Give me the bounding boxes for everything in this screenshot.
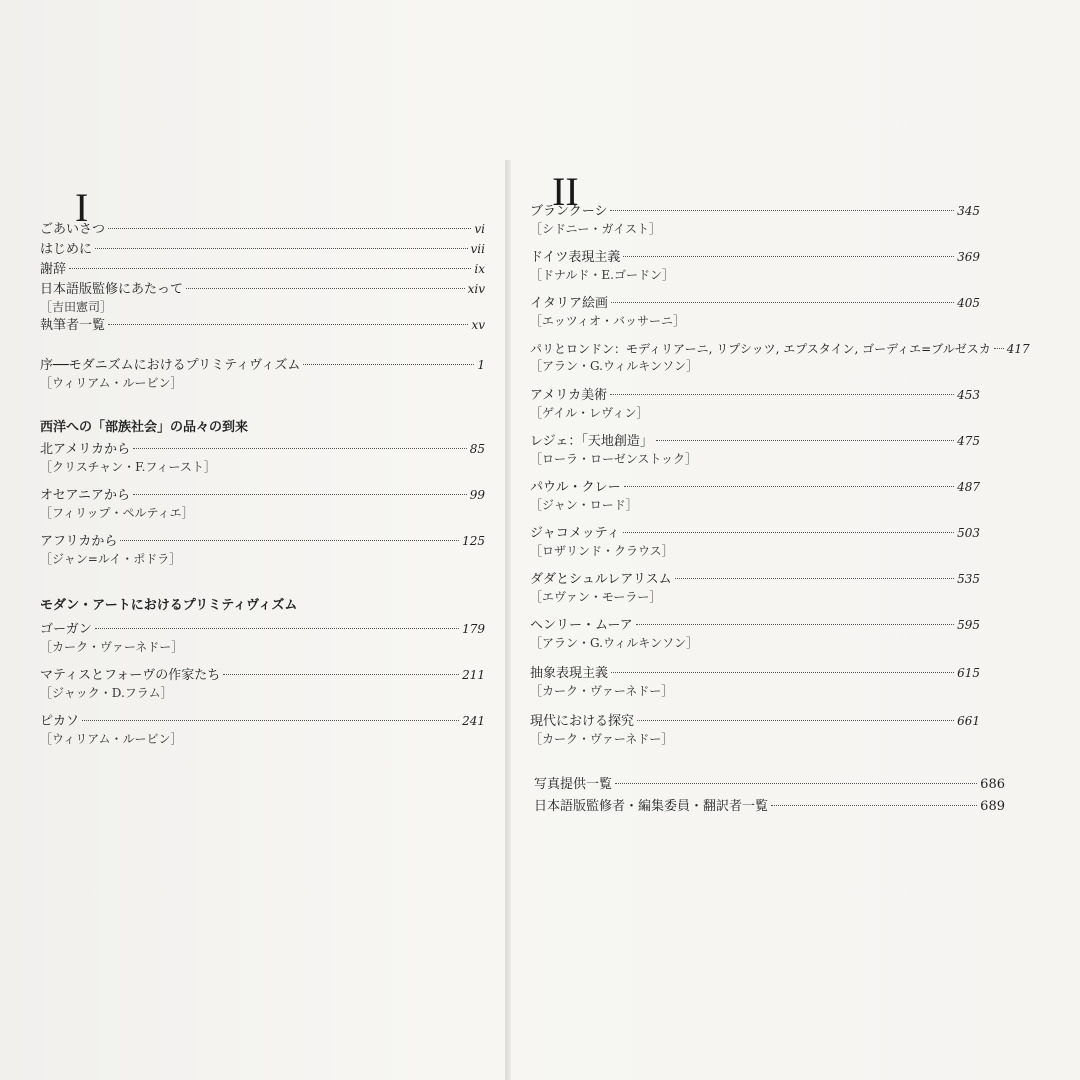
entry-page: 99	[469, 488, 485, 502]
entry-title: オセアニアから	[40, 488, 130, 503]
entry-author: ［吉田憲司］	[40, 300, 113, 314]
entry-title: マティスとフォーヴの作家たち	[40, 668, 221, 683]
toc-entry	[530, 248, 980, 284]
entry-title: ダダとシュルレアリスム	[530, 572, 672, 587]
entry-author: ［ジャン=ルイ・ポドラ］	[40, 552, 182, 566]
entry-page: 85	[469, 442, 485, 456]
dot-leader	[186, 288, 465, 289]
entry-title: ごあいさつ	[40, 222, 106, 237]
section-heading: 西洋への「部族社会」の品々の到来	[40, 420, 249, 435]
entry-page: 475	[957, 434, 980, 448]
entry-title: パウル・クレー	[530, 480, 621, 495]
toc-entry	[530, 432, 980, 468]
entry-author: ［ジャック・D.フラム］	[40, 686, 173, 700]
dot-leader	[133, 494, 467, 495]
entry-page: 535	[957, 572, 980, 586]
dot-leader	[223, 674, 459, 675]
dot-leader	[108, 228, 471, 229]
entry-page: 595	[957, 618, 980, 632]
entry-page: xv	[471, 318, 485, 332]
toc-entry	[40, 712, 485, 748]
entry-author: ［ウィリアム・ルービン］	[40, 732, 183, 746]
toc-entry-preface	[40, 356, 485, 392]
entry-page: xiv	[467, 282, 485, 296]
entry-page: ix	[474, 262, 485, 276]
dot-leader	[615, 783, 977, 784]
entry-title: 日本語版監修にあたって	[40, 282, 184, 297]
dot-leader	[675, 578, 954, 579]
toc-entry	[530, 570, 980, 606]
part-numeral-1: I	[75, 185, 89, 230]
dot-leader	[610, 210, 954, 211]
toc-entry	[530, 478, 980, 514]
entry-author: ［シドニー・ガイスト］	[530, 222, 662, 236]
entry-page: 211	[462, 668, 485, 682]
entry-author: ［ローラ・ローゼンストック］	[530, 452, 698, 466]
entry-page: vi	[474, 222, 485, 236]
toc-entry	[40, 620, 485, 656]
entry-author: ［エヴァン・モーラー］	[530, 590, 662, 604]
toc-entry	[40, 220, 485, 239]
entry-title: 日本語版監修者・編集委員・翻訳者一覧	[534, 799, 769, 814]
entry-author: ［エッツィオ・バッサーニ］	[530, 314, 686, 328]
toc-entry	[530, 524, 980, 560]
entry-author: ［アラン・G.ウィルキンソン］	[530, 359, 699, 373]
page-gutter	[505, 160, 511, 1080]
dot-leader	[95, 248, 468, 249]
dot-leader	[611, 672, 954, 673]
toc-entry	[40, 240, 485, 259]
entry-title: 抽象表現主義	[530, 666, 609, 681]
toc-entry-back	[534, 776, 1005, 794]
entry-page: 179	[462, 622, 485, 636]
dot-leader	[108, 324, 468, 325]
entry-author: ［ジャン・ロード］	[530, 498, 638, 512]
toc-entry	[40, 666, 485, 702]
dot-leader	[771, 805, 977, 806]
entry-page: 686	[980, 777, 1005, 792]
toc-entry	[530, 712, 980, 748]
dot-leader	[636, 624, 954, 625]
entry-title: イタリア絵画	[530, 296, 609, 311]
dot-leader	[623, 532, 954, 533]
entry-page: 1	[477, 358, 485, 372]
entry-title: 現代における探究	[530, 714, 635, 729]
toc-entry-back	[534, 798, 1005, 816]
entry-page: 125	[462, 534, 485, 548]
entry-title: ピカソ	[40, 714, 80, 729]
entry-author: ［フィリップ・ペルティエ］	[40, 506, 194, 520]
entry-title: 謝辞	[40, 262, 67, 277]
toc-entry	[40, 532, 485, 568]
toc-entry	[40, 260, 485, 279]
entry-author: ［ゲイル・レヴィン］	[530, 406, 649, 420]
entry-title: レジェ：「天地創造」	[530, 434, 653, 449]
entry-author: ［カーク・ヴァーネドー］	[40, 640, 184, 654]
entry-page: 453	[957, 388, 980, 402]
entry-page: 487	[957, 480, 980, 494]
toc-entry	[40, 440, 485, 476]
toc-entry	[530, 340, 1030, 375]
entry-page: 241	[462, 714, 485, 728]
entry-author: ［ロザリンド・クラウス］	[530, 544, 674, 558]
entry-title: アフリカから	[40, 534, 118, 549]
entry-title: 写真提供一覧	[534, 777, 613, 792]
dot-leader	[82, 720, 459, 721]
dot-leader	[623, 256, 954, 257]
entry-author: ［クリスチャン・F.フィースト］	[40, 460, 216, 474]
dot-leader	[95, 628, 459, 629]
entry-author: ［アラン・G.ウィルキンソン］	[530, 636, 699, 650]
toc-entry	[530, 294, 980, 330]
entry-page: 503	[957, 526, 980, 540]
dot-leader	[610, 394, 954, 395]
entry-page: 345	[957, 204, 980, 218]
entry-page: 661	[957, 714, 980, 728]
entry-author: ［ウィリアム・ルービン］	[40, 376, 183, 390]
entry-page: vii	[470, 242, 485, 256]
entry-title: ブランクーシ	[530, 204, 608, 219]
toc-entry	[530, 202, 980, 238]
dot-leader	[624, 486, 954, 487]
entry-page: 369	[957, 250, 980, 264]
toc-entry	[530, 664, 980, 700]
dot-leader	[120, 540, 459, 541]
entry-title: ゴーガン	[40, 622, 92, 637]
toc-entry	[40, 316, 485, 335]
toc-entry	[40, 486, 485, 522]
dot-leader	[994, 348, 1004, 349]
entry-page: 689	[980, 799, 1005, 814]
entry-page: 615	[957, 666, 980, 680]
entry-page: 417	[1006, 342, 1030, 356]
part-numeral-2: II	[552, 169, 579, 214]
entry-author: ［カーク・ヴァーネドー］	[530, 684, 674, 698]
entry-title: 執筆者一覧	[40, 318, 106, 333]
toc-entry	[530, 616, 980, 652]
dot-leader	[637, 720, 954, 721]
toc-entry	[40, 280, 485, 316]
dot-leader	[656, 440, 954, 441]
section-heading: モダン・アートにおけるプリミティヴィズム	[40, 598, 298, 613]
dot-leader	[611, 302, 954, 303]
entry-author: ［カーク・ヴァーネドー］	[530, 732, 674, 746]
entry-title: はじめに	[40, 242, 93, 257]
entry-title: ヘンリー・ムーア	[530, 618, 633, 633]
dot-leader	[133, 448, 467, 449]
entry-title: ジャコメッティ	[530, 526, 620, 541]
toc-entry	[530, 386, 980, 422]
dot-leader	[69, 268, 471, 269]
entry-author: ［ドナルド・E.ゴードン］	[530, 268, 674, 282]
entry-title: 北アメリカから	[40, 442, 131, 457]
entry-title: 序──モダニズムにおけるプリミティヴィズム	[40, 358, 301, 373]
entry-title: パリとロンドン：モディリアーニ, リプシッツ, エプスタイン, ゴーディエ=ブルゼスカ	[530, 342, 991, 356]
entry-title: ドイツ表現主義	[530, 250, 621, 265]
entry-title: アメリカ美術	[530, 388, 608, 403]
entry-page: 405	[957, 296, 980, 310]
dot-leader	[303, 364, 474, 365]
